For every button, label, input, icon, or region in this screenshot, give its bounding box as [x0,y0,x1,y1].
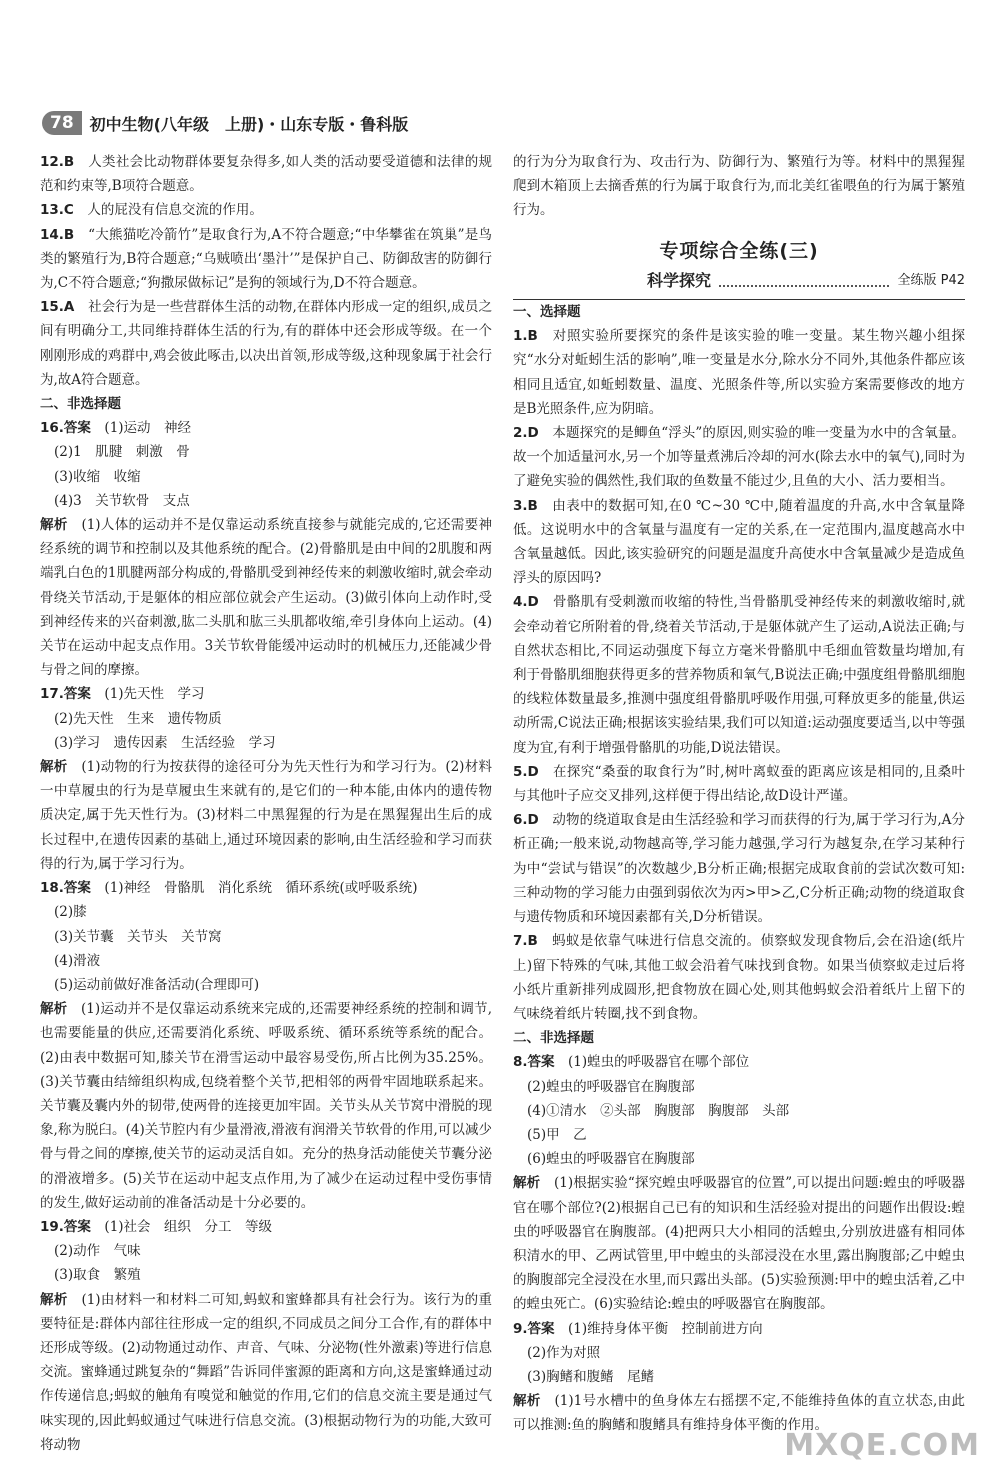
answer-line: (3)取食 繁殖 [54,1267,141,1284]
answer-text: (1)1号水槽中的鱼身体左右摇摆不定,不能维持鱼体的直立状态,由此可以推测:鱼的胸鳍和腹鳍具有维持身体平衡的作用。 [513,1393,965,1434]
answer-item [40,223,492,296]
special-subheading [513,269,965,293]
section-heading: 二、非选择题 [513,1030,594,1047]
right-column [513,150,965,1438]
answer-item [513,324,965,421]
special-reference: 全练版 P42 [897,272,965,288]
answer-line: (3)学习 遗传因素 生活经验 学习 [54,734,276,751]
answer-text: 骨骼肌有受刺激而收缩的特性,当骨骼肌受神经传来的刺激收缩时,就会牵动着它所附着的骨,绕着关节活动,于是躯体就产生了运动,A说法正确;与自然状态相比,不同运动强度下每立方毫米骨骼肌中毛细血管数量均增加,有利于骨骼肌细胞获得更多的营养物质和氧气,B说法正确;中强度组骨骼肌细胞的线粒体数量最多,推测中强度组骨骼肌呼吸作用强,可释放更多的能量,供运动所需,C说法正确;根据该实验结果,我们可以知道:运动强度要适当,以中等强度为宜,有利于增强骨骼肌的功能,D说法错误。 [513,594,965,756]
answer-text: “大熊猫吃冷箭竹”是取食行为,A不符合题意;“中华攀雀在筑巢”是鸟类的繁殖行为,B符合题意;“乌贼喷出‘墨汁’”是保护自己、防御敌害的防御行为,C不符合题意;“狗撒尿做标记”是狗的领域行为,D不符合题意。 [40,226,492,292]
answer-item [513,494,965,591]
answer-line: (4)滑液 [54,952,101,969]
answer-item [40,198,492,222]
answer-label: 14.B [40,226,75,243]
answer-line: (3)收缩 收缩 [54,468,141,485]
answer-item [40,997,492,1215]
answer-text: 人的屁没有信息交流的作用。 [73,202,263,219]
dotted-leader [719,275,889,287]
answer-line: (5)运动前做好准备活动(合理即可) [54,976,260,993]
answer-item [40,682,492,706]
answer-line: (2)先天性 生来 遗传物质 [54,710,222,727]
answer-line: (4)3 关节软骨 支点 [54,492,190,509]
answer-label: 17.答案 [40,686,91,703]
answer-label: 解析 [513,1175,541,1192]
answer-item [513,1050,965,1074]
answer-line: (2)膝 [54,904,87,921]
answer-text: (1)根据实验“探究蝗虫呼吸器官的位置”,可以提出问题:蝗虫的呼吸器官在哪个部位?(2)根据自己已有的知识和生活经验对提出的问题作出假设:蝗虫的呼吸器官在胸腹部。(4)把两只大小相同的活蝗虫,分别放进盛有相同体积清水的甲、乙两试管里,甲中蝗虫的头部浸没在水里,露出胸腹部;乙中蝗虫的胸腹部完全浸没在水里,而只露出头部。(5)实验预测:甲中的蝗虫活着,乙中的蝗虫死亡。(6)实验结论:蝗虫的呼吸器官在胸腹部。 [513,1175,966,1313]
answer-item [40,755,492,876]
answer-text: (1)蝗虫的呼吸器官在哪个部位 [554,1054,750,1071]
answer-text: 社会行为是一些营群体生活的动物,在群体内形成一定的组织,成员之间有明确分工,共同维持群体生活的行为,有的群体中还会形成等级。在一个刚刚形成的鸡群中,鸡会彼此啄击,以决出首领,形成等级,这种现象属于社会行为,故A符合题意。 [40,299,492,388]
book-title: 初中生物(八年级 上册)・山东专版・鲁科版 [89,114,409,134]
answer-label: 解析 [40,1001,68,1018]
answer-text: (1)运动 神经 [90,420,192,437]
watermark: MXQE.COM [784,1428,980,1463]
answer-item [513,590,965,759]
answer-label: 解析 [40,517,68,534]
answer-text: 的行为分为取食行为、攻击行为、防御行为、繁殖行为等。材料中的黑猩猩爬到木箱顶上去摘香蕉的行为属于取食行为,而北美红雀喂鱼的行为属于繁殖行为。 [513,154,965,219]
answer-text: (1)人体的运动并不是仅靠运动系统直接参与就能完成的,它还需要神经系统的调节和控制以及其他系统的配合。(2)骨骼肌是由中间的2肌腹和两端乳白色的1肌腱两部分构成的,骨骼肌受到神经传来的刺激收缩时,就会牵动骨绕关节活动,于是躯体的相应部位就会产生运动。(3)做引体向上动作时,受到神经传来的兴奋刺激,肱二头肌和肱三头肌都收缩,牵引身体向上运动。(4)关节在运动中起支点作用。3关节软骨能缓冲运动时的机械压力,还能减少骨与骨之间的摩擦。 [40,517,493,679]
answer-line: (2)动作 气味 [54,1243,141,1260]
answer-item [40,876,492,900]
answer-label: 解析 [40,1291,68,1308]
answer-text: (1)运动并不是仅靠运动系统来完成的,还需要神经系统的控制和调节,也需要能量的供应,还需要消化系统、呼吸系统、循环系统等系统的配合。(2)由表中数据可知,膝关节在滑雪运动中最容易受伤,所占比例为35.25%。(3)关节囊由结缔组织构成,包绕着整个关节,把相邻的两骨牢固地联系起来。关节囊及囊内外的韧带,使两骨的连接更加牢固。关节头从关节窝中滑脱的现象,称为脱臼。(4)关节腔内有少量滑液,滑液有润滑关节软骨的作用,可以减少骨与骨之间的摩擦,使关节的运动灵活自如。充分的热身活动能使关节囊分泌的滑液增多。(5)关节在运动中起支点作用,为了减少在运动过程中受伤事情的发生,做好运动前的准备活动是十分必要的。 [40,1001,492,1211]
answer-text: (1)先天性 学习 [90,686,205,703]
answer-label: 18.答案 [40,880,91,897]
answer-line: (2)1 肌腱 刺激 骨 [54,444,190,461]
answer-label: 解析 [513,1393,541,1410]
answer-text: 对照实验所要探究的条件是该实验的唯一变量。某生物兴趣小组探究“水分对蚯蚓生活的影响”,唯一变量是水分,除水分不同外,其他条件都应该相同且适宜,如蚯蚓数量、温度、光照条件等,所以实验方案需要修改的地方是B光照条件,应为阴暗。 [513,328,965,417]
answer-text: 人类社会比动物群体要复杂得多,如人类的活动要受道德和法律的规范和约束等,B项符合题意。 [40,154,492,195]
answer-text: (1)社会 组织 分工 等级 [90,1218,273,1235]
continued-text [513,150,965,223]
special-title: 专项综合全练(三) [659,239,819,262]
answer-line: (4)①清水 ②头部 胸腹部 胸腹部 头部 [527,1102,790,1119]
answer-label: 解析 [40,759,68,776]
answer-line: (3)胸鳍和腹鳍 尾鳍 [527,1368,655,1385]
answer-text: 本题探究的是鲫鱼“浮头”的原因,则实验的唯一变量为水中的含氧量。故一个加适量河水,另一个加等量煮沸后冷却的河水(除去水中的氧气),同时为了避免实验的偶然性,我们取的鱼数量不能过少,且鱼的大小、活力要相当。 [513,425,965,490]
answer-line: (6)蝗虫的呼吸器官在胸腹部 [527,1151,695,1168]
left-column [40,150,492,1457]
answer-item [513,1171,965,1316]
answer-label: 12.B [40,154,75,170]
section-heading: 二、非选择题 [40,396,121,413]
answer-line: (2)蝗虫的呼吸器官在胸腹部 [527,1078,695,1095]
answer-label: 5.D [513,763,539,780]
answer-text: (1)动物的行为按获得的途径可分为先天性行为和学习行为。(2)材料一中草履虫的行为是草履虫生来就有的,是它们的一种本能,由体内的遗传物质决定,属于先天性行为。(3)材料二中黑猩猩的行为是在黑猩猩出生后的成长过程中,在遗传因素的基础上,通过环境因素的影响,由生活经验和学习而获得的行为,属于学习行为。 [40,759,493,872]
answer-item [513,929,965,1026]
answer-label: 3.B [513,497,538,514]
page-header [42,104,408,142]
answer-item [40,1288,492,1457]
right-answers [513,300,965,1438]
answer-item [40,295,492,392]
answer-line: (5)甲 乙 [527,1126,587,1143]
answer-item [40,150,492,198]
section-heading: 一、选择题 [513,304,581,321]
answer-item [513,150,965,223]
special-topic: 科学探究 [647,270,712,290]
answer-text: (1)神经 骨骼肌 消化系统 循环系统(或呼吸系统) [90,880,418,897]
answer-label: 16.答案 [40,420,91,437]
answer-item [513,808,965,929]
answer-label: 4.D [513,594,539,611]
answer-item [513,760,965,808]
answer-text: 在探究“桑蚕的取食行为”时,树叶离蚁蚕的距离应该是相同的,且桑叶与其他叶子应交叉排列,这样便于得出结论,故D设计严谨。 [513,763,965,805]
answer-text: 由表中的数据可知,在0 ℃~30 ℃中,随着温度的升高,水中含氧量降低。这说明水中的含氧量与温度有一定的关系,在一定范围内,温度越高水中含氧量越低。因此,该实验研究的问题是温度升高使水中含氧量减少是造成鱼浮头的原因吗? [513,497,965,587]
answer-line: (2)作为对照 [527,1344,601,1361]
answer-line: (3)关节囊 关节头 关节窝 [54,928,222,945]
answer-label: 9.答案 [513,1320,555,1337]
answer-text: 蚂蚁是依靠气味进行信息交流的。侦察蚁发现食物后,会在沿途(纸片上)留下特殊的气味,其他工蚁会沿着气味找到食物。如果当侦察蚁走过后将小纸片重新排列成圆形,把食物放在圆心处,则其他蚂蚁会沿着纸片上留下的气味绕着纸片转圈,找不到食物。 [513,933,965,1022]
answer-label: 15.A [40,299,75,316]
answer-label: 8.答案 [513,1054,555,1071]
page-number: 78 [42,111,82,135]
answer-item [513,1317,965,1341]
answer-text: (1)由材料一和材料二可知,蚂蚁和蜜蜂都具有社会行为。该行为的重要特征是:群体内部往往形成一定的组织,不同成员之间分工合作,有的群体中还形成等级。(2)动物通过动作、声音、气味、分泌物(性外激素)等进行信息交流。蜜蜂通过跳复杂的“舞蹈”告诉同伴蜜源的距离和方向,这是蜜蜂通过动作传递信息;蚂蚁的触角有嗅觉和触觉的作用,它们的信息交流主要是通过气味实现的,因此蚂蚁通过气味进行信息交流。(3)根据动物行为的功能,大致可将动物 [40,1291,493,1453]
answer-label: 2.D [513,425,539,442]
answer-item [40,416,492,440]
answer-label: 13.C [40,202,74,219]
answer-label: 1.B [513,328,538,345]
answer-label: 7.B [513,933,538,950]
answer-item [513,421,965,494]
answer-item [40,513,492,682]
answer-text: (1)维持身体平衡 控制前进方向 [554,1320,763,1337]
answer-text: 动物的绕道取食是由生活经验和学习而获得的行为,属于学习行为,A分析正确;一般来说,动物越高等,学习能力越强,学习行为越复杂,在学习某种行为中“尝试与错误”的次数越少,B分析正确;根据完成取食前的尝试次数可知:三种动物的学习能力由强到弱依次为丙>甲>乙,C分析正确;动物的绕道取食与遗传物质和环境因素都有关,D分析错误。 [513,812,965,926]
answer-label: 6.D [513,812,539,829]
answer-item [40,1215,492,1239]
answer-label: 19.答案 [40,1218,91,1235]
